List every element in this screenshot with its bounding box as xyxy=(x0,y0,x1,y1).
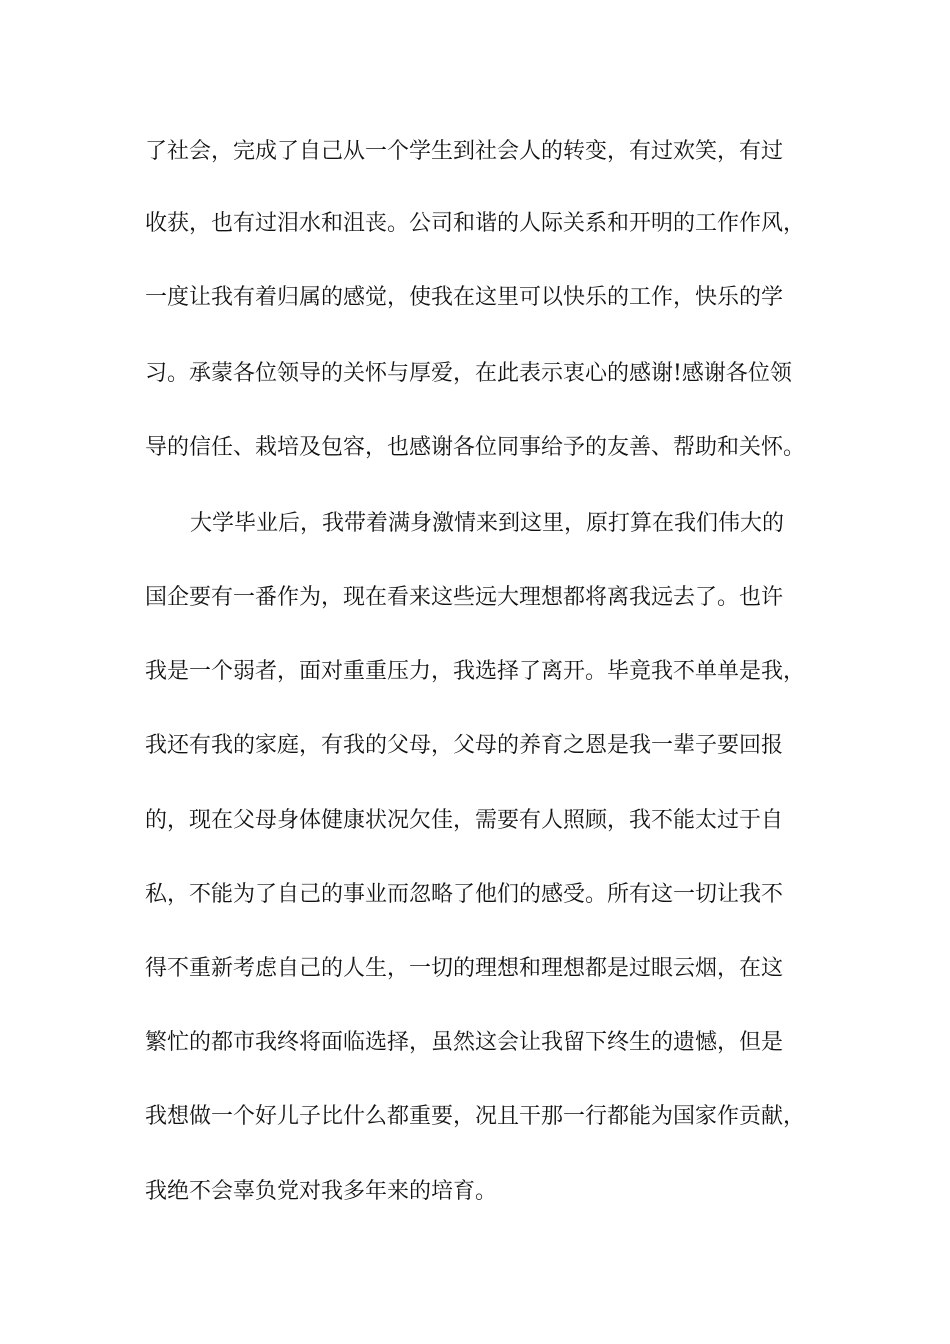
text-line: 导的信任、栽培及包容，也感谢各位同事给予的友善、帮助和关怀。 xyxy=(145,435,806,460)
text-line: 得不重新考虑自己的人生，一切的理想和理想都是过眼云烟，在这 xyxy=(145,956,784,981)
text-line: 收获，也有过泪水和沮丧。公司和谐的人际关系和开明的工作作风， xyxy=(145,211,806,236)
text-line: 繁忙的都市我终将面临选择，虽然这会让我留下终生的遗憾，但是 xyxy=(145,1030,784,1055)
text-line: 的，现在父母身体健康状况欠佳，需要有人照顾，我不能太过于自 xyxy=(145,808,784,833)
text-line: 我还有我的家庭，有我的父母，父母的养育之恩是我一辈子要回报 xyxy=(145,733,784,758)
text-line: 我绝不会辜负党对我多年来的培育。 xyxy=(145,1179,498,1204)
text-line: 私，不能为了自己的事业而忽略了他们的感受。所有这一切让我不 xyxy=(145,882,784,907)
text-line: 习。承蒙各位领导的关怀与厚爱，在此表示衷心的感谢!感谢各位领 xyxy=(145,361,792,386)
text-line: 国企要有一番作为，现在看来这些远大理想都将离我远去了。也许 xyxy=(145,585,784,610)
text-line: 我是一个弱者，面对重重压力，我选择了离开。毕竟我不单单是我， xyxy=(145,659,806,684)
text-line: 一度让我有着归属的感觉，使我在这里可以快乐的工作，快乐的学 xyxy=(145,285,784,310)
paragraph-first-line: 大学毕业后，我带着满身激情来到这里，原打算在我们伟大的 xyxy=(190,511,785,536)
text-line: 了社会，完成了自己从一个学生到社会人的转变，有过欢笑，有过 xyxy=(145,139,784,164)
text-line: 我想做一个好儿子比什么都重要，况且干那一行都能为国家作贡献， xyxy=(145,1104,806,1129)
